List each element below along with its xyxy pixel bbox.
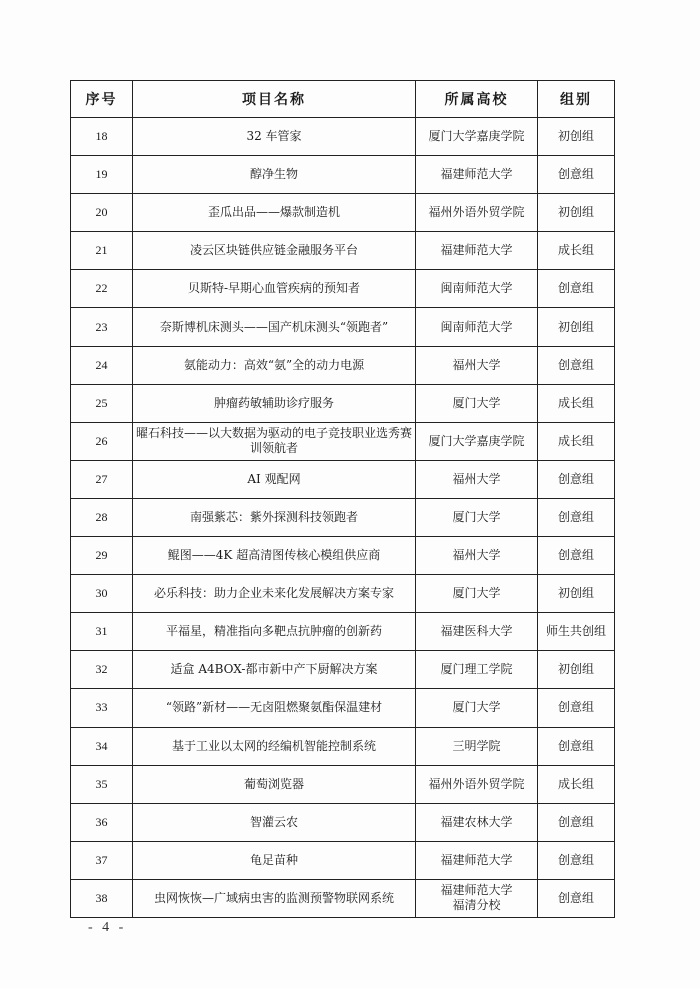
cell-group: 初创组 <box>538 651 615 689</box>
cell-school: 厦门大学嘉庚学院 <box>416 422 538 460</box>
cell-school: 福建师范大学 <box>416 156 538 194</box>
project-table <box>70 80 615 918</box>
table-row <box>71 537 615 575</box>
cell-num: 33 <box>71 689 133 727</box>
cell-num: 22 <box>71 270 133 308</box>
cell-group: 初创组 <box>538 194 615 232</box>
table-body <box>71 118 615 918</box>
cell-name: 鲲图——4K 超高清图传核心模组供应商 <box>133 537 416 575</box>
cell-group: 创意组 <box>538 727 615 765</box>
cell-num: 34 <box>71 727 133 765</box>
cell-group: 创意组 <box>538 460 615 498</box>
cell-group: 创意组 <box>538 841 615 879</box>
cell-name: 必乐科技：助力企业未来化发展解决方案专家 <box>133 575 416 613</box>
cell-school: 三明学院 <box>416 727 538 765</box>
cell-group: 师生共创组 <box>538 613 615 651</box>
cell-name: 龟足苗种 <box>133 841 416 879</box>
table-row <box>71 803 615 841</box>
cell-school: 厦门理工学院 <box>416 651 538 689</box>
cell-num: 26 <box>71 422 133 460</box>
cell-num: 30 <box>71 575 133 613</box>
cell-num: 24 <box>71 346 133 384</box>
table-row <box>71 460 615 498</box>
cell-group: 初创组 <box>538 575 615 613</box>
cell-school: 厦门大学 <box>416 384 538 422</box>
table-row <box>71 727 615 765</box>
cell-name: 氨能动力：高效“氨”全的动力电源 <box>133 346 416 384</box>
cell-group: 成长组 <box>538 422 615 460</box>
cell-num: 35 <box>71 765 133 803</box>
cell-group: 创意组 <box>538 156 615 194</box>
cell-group: 初创组 <box>538 118 615 156</box>
table-row <box>71 575 615 613</box>
cell-num: 31 <box>71 613 133 651</box>
cell-name: 基于工业以太网的经编机智能控制系统 <box>133 727 416 765</box>
cell-name: 32 车管家 <box>133 118 416 156</box>
cell-group: 创意组 <box>538 346 615 384</box>
cell-name: 奈斯博机床测头——国产机床测头“领跑者” <box>133 308 416 346</box>
table-row <box>71 613 615 651</box>
cell-school: 福建医科大学 <box>416 613 538 651</box>
cell-num: 21 <box>71 232 133 270</box>
cell-num: 37 <box>71 841 133 879</box>
table-row <box>71 422 615 460</box>
cell-num: 28 <box>71 498 133 536</box>
table-row <box>71 156 615 194</box>
table-row <box>71 194 615 232</box>
cell-name: 南强紫芯：紫外探测科技领跑者 <box>133 498 416 536</box>
cell-school: 福建师范大学 <box>416 232 538 270</box>
cell-num: 29 <box>71 537 133 575</box>
page-number: - 4 - <box>88 920 127 935</box>
cell-school: 厦门大学 <box>416 575 538 613</box>
cell-school: 福州大学 <box>416 346 538 384</box>
cell-name: 平福星，精准指向多靶点抗肿瘤的创新药 <box>133 613 416 651</box>
cell-name: 葡萄浏览器 <box>133 765 416 803</box>
table-row <box>71 879 615 917</box>
cell-num: 20 <box>71 194 133 232</box>
cell-group: 创意组 <box>538 270 615 308</box>
cell-group: 创意组 <box>538 803 615 841</box>
cell-num: 36 <box>71 803 133 841</box>
table-row <box>71 232 615 270</box>
cell-school: 福州大学 <box>416 537 538 575</box>
cell-school: 闽南师范大学 <box>416 270 538 308</box>
cell-school: 福州外语外贸学院 <box>416 194 538 232</box>
cell-group: 创意组 <box>538 537 615 575</box>
cell-school: 福州外语外贸学院 <box>416 765 538 803</box>
header-name: 项目名称 <box>133 81 416 118</box>
header-school: 所属高校 <box>416 81 538 118</box>
cell-school: 厦门大学 <box>416 498 538 536</box>
table-row <box>71 498 615 536</box>
cell-num: 32 <box>71 651 133 689</box>
cell-group: 成长组 <box>538 765 615 803</box>
cell-group: 创意组 <box>538 879 615 917</box>
table-row <box>71 841 615 879</box>
table-row <box>71 270 615 308</box>
cell-school: 厦门大学 <box>416 689 538 727</box>
cell-school: 福建师范大学 福清分校 <box>416 879 538 917</box>
cell-num: 19 <box>71 156 133 194</box>
cell-group: 创意组 <box>538 498 615 536</box>
cell-num: 25 <box>71 384 133 422</box>
header-group: 组别 <box>538 81 615 118</box>
table-row <box>71 118 615 156</box>
cell-group: 创意组 <box>538 689 615 727</box>
cell-num: 23 <box>71 308 133 346</box>
cell-name: “领路”新材——无卤阻燃聚氨酯保温建材 <box>133 689 416 727</box>
cell-name: 歪瓜出品——爆款制造机 <box>133 194 416 232</box>
cell-group: 成长组 <box>538 232 615 270</box>
cell-name: 贝斯特-早期心血管疾病的预知者 <box>133 270 416 308</box>
table-row <box>71 651 615 689</box>
cell-name: 肿瘤药敏辅助诊疗服务 <box>133 384 416 422</box>
cell-name: 曜石科技——以大数据为驱动的电子竞技职业选秀赛训领航者 <box>133 422 416 460</box>
cell-name: 虫网恢恢—广域病虫害的监测预警物联网系统 <box>133 879 416 917</box>
cell-num: 38 <box>71 879 133 917</box>
table-row <box>71 384 615 422</box>
table-row <box>71 346 615 384</box>
table-header-row <box>71 81 615 118</box>
table-row <box>71 308 615 346</box>
cell-group: 成长组 <box>538 384 615 422</box>
cell-name: AI 观配网 <box>133 460 416 498</box>
cell-name: 智灌云农 <box>133 803 416 841</box>
cell-name: 凌云区块链供应链金融服务平台 <box>133 232 416 270</box>
cell-group: 初创组 <box>538 308 615 346</box>
cell-school: 福建师范大学 <box>416 841 538 879</box>
table-row <box>71 765 615 803</box>
cell-school: 福建农林大学 <box>416 803 538 841</box>
cell-name: 适盒 A4BOX-都市新中产下厨解决方案 <box>133 651 416 689</box>
cell-school: 厦门大学嘉庚学院 <box>416 118 538 156</box>
cell-name: 醇净生物 <box>133 156 416 194</box>
header-num: 序号 <box>71 81 133 118</box>
cell-school: 福州大学 <box>416 460 538 498</box>
table-row <box>71 689 615 727</box>
cell-school: 闽南师范大学 <box>416 308 538 346</box>
cell-num: 18 <box>71 118 133 156</box>
cell-num: 27 <box>71 460 133 498</box>
